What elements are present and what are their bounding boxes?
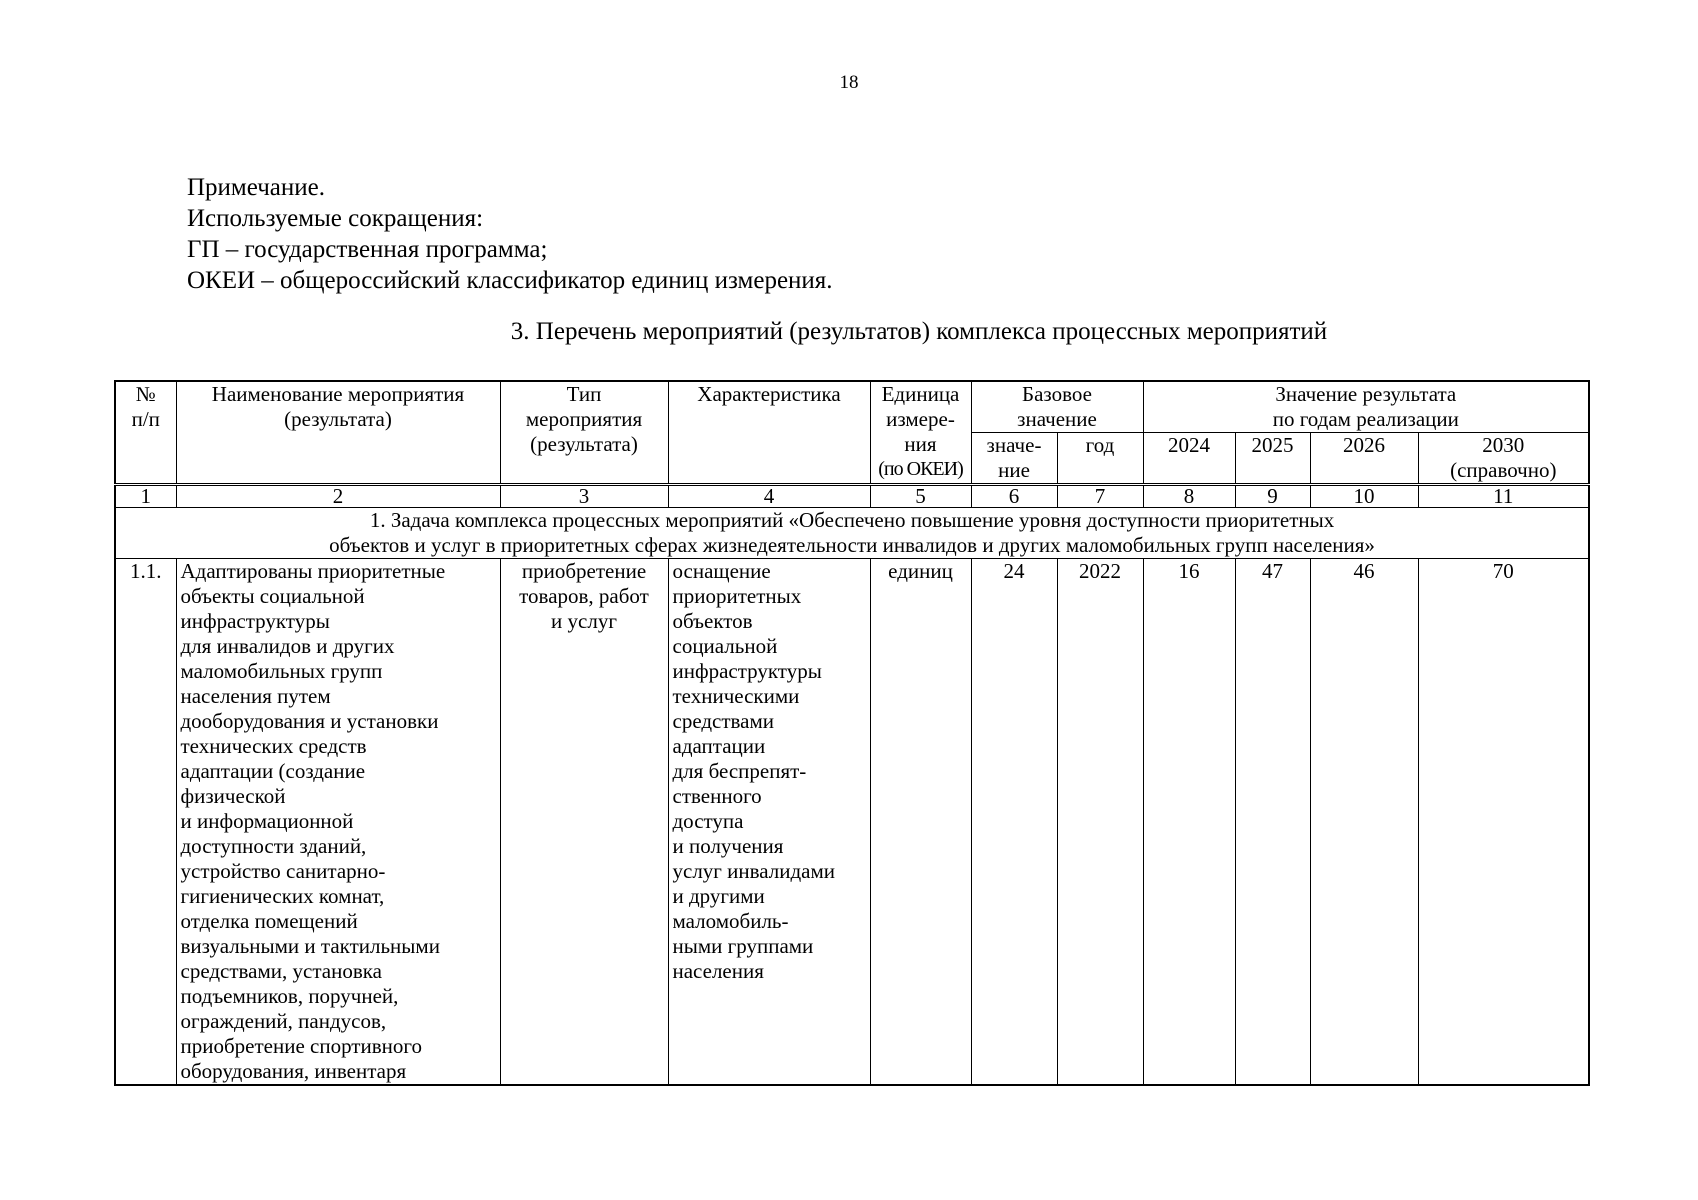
- note-heading: Примечание.: [187, 174, 326, 201]
- header-num: № п/п: [115, 381, 176, 485]
- row-base-year: 2022: [1057, 559, 1143, 1086]
- note-block: [187, 172, 833, 296]
- column-number: 8: [1143, 485, 1235, 508]
- header-type: Тип мероприятия (результата): [500, 381, 668, 485]
- table-row: [115, 559, 1589, 1086]
- column-number: 9: [1235, 485, 1310, 508]
- header-year-2024: 2024: [1143, 433, 1235, 485]
- header-result-group: Значение результата по годам реализации: [1143, 381, 1589, 433]
- column-number: 10: [1310, 485, 1418, 508]
- row-base-value: 24: [971, 559, 1057, 1086]
- row-value-2030: 70: [1418, 559, 1589, 1086]
- row-value-2024: 16: [1143, 559, 1235, 1086]
- header-year-2026: 2026: [1310, 433, 1418, 485]
- column-number: 4: [668, 485, 870, 508]
- column-number: 3: [500, 485, 668, 508]
- row-value-2026: 46: [1310, 559, 1418, 1086]
- header-name: Наименование мероприятия (результата): [176, 381, 500, 485]
- row-type: приобретение товаров, работ и услуг: [500, 559, 668, 1086]
- column-number-row: [115, 485, 1589, 508]
- note-abbreviation-gp: ГП – государственная программа;: [187, 236, 548, 263]
- task-heading: 1. Задача комплекса процессных мероприятий «Обеспечено повышение уровня доступности приоритетных объектов и услуг в приоритетных сферах жизнедеятельности инвалидов и других маломобильных групп населения»: [115, 508, 1589, 559]
- column-number: 7: [1057, 485, 1143, 508]
- column-number: 5: [870, 485, 971, 508]
- header-unit: Единица измере- ния (по ОКЕИ): [870, 381, 971, 485]
- note-abbreviations-label: Используемые сокращения:: [187, 205, 484, 232]
- row-unit: единиц: [870, 559, 971, 1086]
- header-row-1: [115, 381, 1589, 433]
- header-year-2025: 2025: [1235, 433, 1310, 485]
- header-base-year: год: [1057, 433, 1143, 485]
- page-number: 18: [839, 72, 859, 93]
- column-number: 1: [115, 485, 176, 508]
- measures-table: [114, 380, 1590, 1086]
- header-year-2030: 2030 (справочно): [1418, 433, 1589, 485]
- column-number: 6: [971, 485, 1057, 508]
- note-abbreviation-okei: ОКЕИ – общероссийский классификатор единиц измерения.: [187, 267, 833, 294]
- section-title: 3. Перечень мероприятий (результатов) комплекса процессных мероприятий: [510, 318, 1328, 345]
- row-value-2025: 47: [1235, 559, 1310, 1086]
- header-base-group: Базовое значение: [971, 381, 1143, 433]
- header-characteristic: Характеристика: [668, 381, 870, 485]
- row-num: 1.1.: [115, 559, 176, 1086]
- header-base-value: значе- ние: [971, 433, 1057, 485]
- column-number: 2: [176, 485, 500, 508]
- row-characteristic: оснащение приоритетных объектов социальной инфраструктуры техническими средствами адаптации для беспрепят- ственного доступа и получения услуг инвалидами и другими маломобиль- ными группами населения: [668, 559, 870, 1086]
- row-name: Адаптированы приоритетные объекты социальной инфраструктуры для инвалидов и других маломобильных групп населения путем дооборудования и установки технических средств адаптации (создание физической и информационной доступности зданий, устройство санитарно- гигиенических комнат, отделка помещений визуальными и тактильными средствами, установка подъемников, поручней, ограждений, пандусов, приобретение спортивного оборудования, инвентаря: [176, 559, 500, 1086]
- task-row: [115, 508, 1589, 559]
- column-number: 11: [1418, 485, 1589, 508]
